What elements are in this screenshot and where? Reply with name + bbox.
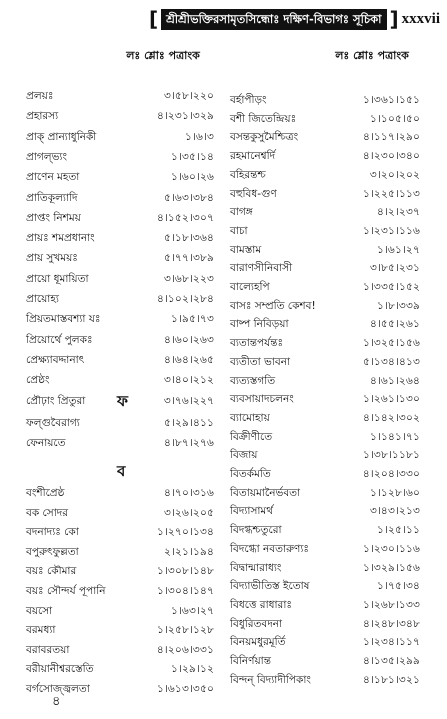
entry-term: ব্যবসায়াদচলনং xyxy=(230,393,294,406)
index-entry xyxy=(230,129,420,146)
entry-reference: ১।৮।৩৩৯ xyxy=(376,299,420,312)
entry-reference: ১।৯৫।৭৩ xyxy=(170,313,214,326)
header-page-label: xxxvii xyxy=(401,10,440,27)
entry-term: বাসঃ সম্প্রতি কেশব! xyxy=(230,299,316,312)
index-entry xyxy=(26,524,214,541)
index-entry xyxy=(26,642,214,659)
entry-term: বিদ্বান্মারাধ্যং xyxy=(230,561,282,574)
entry-reference: ৫।৭৭।৩৮৯ xyxy=(163,252,214,265)
index-entry xyxy=(26,88,214,105)
entry-reference: ৫।২৯।৪১১ xyxy=(163,417,214,429)
index-entry xyxy=(230,111,420,128)
entry-term: বাল্যেহপি xyxy=(230,281,270,293)
entry-reference: ১।৬১।২৭ xyxy=(376,243,420,256)
index-entry xyxy=(230,672,420,689)
index-entry xyxy=(26,372,214,389)
index-entry xyxy=(26,210,214,227)
entry-term: বাচা xyxy=(230,224,248,237)
entry-reference: ১।২৩১।১১৬ xyxy=(362,224,420,237)
entry-reference: ৩।৬৮।২২৩ xyxy=(163,272,214,285)
entry-term: প্রৌঢ়াং প্রিতুরা xyxy=(26,394,86,407)
entry-term: প্রাক্ প্রান্যাধুনিকী xyxy=(26,130,97,143)
entry-term: বিদ্যাসামর্থ xyxy=(230,505,274,518)
index-entry xyxy=(230,522,420,539)
entry-term: ব্যতীতা ভাবনা xyxy=(230,355,291,368)
entry-reference: ১।২৬৮।১৩৩ xyxy=(362,598,420,611)
index-entry xyxy=(26,563,214,580)
index-entry xyxy=(230,204,420,221)
entry-term: প্রাতিকূল্যাদি xyxy=(26,191,78,204)
entry-reference: ৩।৮৫।২৩১ xyxy=(369,262,420,275)
entry-term: বর্গসোজ্জ্বলতা xyxy=(26,683,90,695)
index-entry xyxy=(26,190,214,207)
index-entry xyxy=(230,541,420,558)
entry-term: প্রায়ো ধূমায়িতা xyxy=(26,272,89,285)
index-entry xyxy=(230,335,420,352)
header-title: শ্রীশ্রীভক্তিরসামৃতসিন্ধোঃ দক্ষিণ-বিভাগঃ সূচিকা xyxy=(161,9,386,30)
entry-term: বিনয়মধুরমূর্তি xyxy=(230,636,286,649)
entry-reference: ১।২৫।১১ xyxy=(377,524,420,537)
index-entry xyxy=(26,108,214,125)
entry-term: প্রাগল্ভ্যং xyxy=(26,150,67,163)
entry-reference: ৪।৭০।৩১৬ xyxy=(163,487,214,499)
index-entry xyxy=(26,129,214,146)
index-entry xyxy=(230,447,420,464)
entry-term: বপুরুৎফুল্লতা xyxy=(26,545,79,558)
header-bracket-close: ] xyxy=(389,7,399,31)
entry-term: বিদগ্ধশ্চতুরো xyxy=(230,524,282,537)
index-entry xyxy=(26,271,214,288)
entry-term: বিনির্ণয়ান্ত xyxy=(230,655,271,667)
index-entry xyxy=(26,661,214,678)
entry-reference: ৪।২৩০।৩৪০ xyxy=(362,150,420,163)
entry-reference: ৪।২৩১।৩২৯ xyxy=(156,110,214,123)
entry-term: ফল্গুবৈরাগ্য xyxy=(26,417,80,429)
index-entry xyxy=(26,505,214,522)
index-entry xyxy=(230,429,420,446)
index-entry xyxy=(230,597,420,614)
entry-term: প্রায় সুখময়ঃ xyxy=(26,252,78,265)
entry-reference: ১।৬১৩।৩৫০ xyxy=(156,683,214,695)
entry-term: বয়সো xyxy=(26,604,53,617)
entry-term: বরীয়ানীশ্বরস্তেতি xyxy=(26,663,94,676)
index-entry xyxy=(230,316,420,333)
entry-reference: ৪।৮৭।২৭৬ xyxy=(163,437,214,449)
entry-reference: ৩।২৬।২০৫ xyxy=(163,506,214,519)
entry-reference: ৫।১৮।৩৬৪ xyxy=(163,232,214,245)
index-entry xyxy=(230,466,420,483)
index-entry xyxy=(26,149,214,166)
entry-term: বয়ঃ কৌমার xyxy=(26,565,77,578)
entry-reference: ১।২৫৮।১২৮ xyxy=(156,624,214,637)
entry-reference: ১।১৪১।৭১ xyxy=(369,430,420,443)
entry-reference: ৪।৫৫।২৬১ xyxy=(369,318,420,331)
index-entry xyxy=(230,242,420,259)
index-entry xyxy=(230,298,420,315)
entry-reference: ৪।৬০।২৬৩ xyxy=(163,333,214,346)
entry-reference: ১।৩৬১।১৫১ xyxy=(362,94,420,106)
entry-reference: ৪।২০৬।৩৩১ xyxy=(156,643,214,656)
entry-reference: ৫।৬৩।৩৮৪ xyxy=(163,191,214,204)
index-entry xyxy=(230,167,420,184)
entry-term: বরমধ্যা xyxy=(26,624,56,637)
entry-reference: ১।২৬১।১৩০ xyxy=(362,393,420,406)
entry-reference: ৪।৬১।২৬৪ xyxy=(369,374,420,387)
entry-term: বাষ্প নিবিড়য়া xyxy=(230,318,289,331)
index-entry xyxy=(26,352,214,369)
entry-reference: ৪।১৫২।৩০৭ xyxy=(156,211,214,224)
index-entry xyxy=(230,260,420,277)
index-entry xyxy=(230,148,420,165)
entry-term: বয়ঃ সৌন্দর্য পূপানি xyxy=(26,585,106,597)
entry-reference: ১।২৯।১২ xyxy=(170,663,214,676)
index-entry xyxy=(230,354,420,371)
entry-term: বিদগ্ধো নবতারুণ্যঃ xyxy=(230,542,310,555)
entry-reference: ১।৩৮।১১৮১ xyxy=(362,449,420,462)
index-entry xyxy=(230,503,420,520)
entry-term: প্রিয়তমাস্তবশ্যা যঃ xyxy=(26,313,101,326)
entry-term: বশী জিতেন্দ্রিয়ঃ xyxy=(230,112,297,125)
entry-reference: ৪।১০২।২৮৪ xyxy=(156,293,214,305)
entry-term: বিদ্যাভীতিস্ত ইতোষ xyxy=(230,580,310,593)
entry-term: বদনাদ্যঃ কো xyxy=(26,526,79,539)
entry-reference: ১।৩০৮।১৪৮ xyxy=(156,565,214,578)
entry-reference: ১।৬৩।২৭ xyxy=(170,604,214,617)
entry-reference: ২।২১।১৯৪ xyxy=(163,545,214,558)
entry-term: বংশীপ্রেষ্ঠ xyxy=(26,487,65,499)
entry-term: বহিরন্তশ্চ xyxy=(230,168,266,181)
page-header xyxy=(88,6,440,32)
index-entry xyxy=(26,544,214,561)
entry-term: বহুবিধ-গুণ xyxy=(230,187,277,200)
index-entry xyxy=(230,560,420,577)
index-entry xyxy=(26,332,214,349)
index-entry xyxy=(230,373,420,390)
entry-reference: ৪।১১৭।২৯০ xyxy=(362,131,420,144)
entry-reference: ১।১২৮।৬০ xyxy=(369,486,420,499)
entry-reference: ৪।৬৪।২৬৫ xyxy=(163,353,214,366)
index-entry xyxy=(230,279,420,296)
index-entry xyxy=(26,250,214,267)
index-entry xyxy=(26,415,214,432)
entry-term: প্রাপ্তং নিশময় xyxy=(26,211,81,224)
right-column-header: লঃ শ্লোঃ পত্রাংক xyxy=(335,49,409,62)
entry-reference: ৪।১৩৫।২৯৯ xyxy=(362,655,420,667)
entry-reference: ৩।৭৬।২২৭ xyxy=(163,394,214,407)
entry-reference: ১।২৭০।১৩৪ xyxy=(156,526,214,539)
index-entry xyxy=(230,391,420,408)
index-entry xyxy=(26,291,214,308)
section-heading-pha: ফ xyxy=(117,392,128,410)
entry-reference: ৪।১৮১।৩২১ xyxy=(362,673,420,686)
entry-reference: ৪।২০৪।৩৩০ xyxy=(362,468,420,480)
left-column-header: লঃ শ্লোঃ পত্রাংক xyxy=(126,49,200,62)
entry-term: প্রলয়ঃ xyxy=(26,90,54,102)
index-entry xyxy=(230,410,420,427)
entry-term: বিধুরিতবদনা xyxy=(230,617,283,630)
section-heading-ba: ব xyxy=(117,462,126,480)
index-entry xyxy=(26,435,214,452)
entry-reference: ১।৩২৯।১৫৬ xyxy=(362,561,420,574)
index-entry xyxy=(26,485,214,502)
entry-reference: ১।২২৫।১১৩ xyxy=(362,187,420,200)
entry-term: প্রিয়োর্থে পুলকঃ xyxy=(26,333,93,346)
entry-reference: ৪।২।২৩৭ xyxy=(376,206,420,219)
entry-reference: ১।৩০৪।১৪৭ xyxy=(156,585,214,597)
index-entry xyxy=(230,578,420,595)
header-bracket-open: [ xyxy=(148,7,159,31)
entry-term: বিধত্তে রাধারাঃ xyxy=(230,598,292,611)
index-entry xyxy=(26,603,214,620)
entry-reference: ৫।১৩৪।৪১৩ xyxy=(362,355,420,368)
entry-term: প্রায়ঃ শমপ্রধানাং xyxy=(26,232,95,245)
entry-term: প্রায়োহ্য xyxy=(26,293,59,305)
entry-reference: ৩।৪৩।২১৩ xyxy=(369,505,420,518)
entry-term: বারাণসীনিবাসী xyxy=(230,262,293,275)
entry-term: বিজায় xyxy=(230,449,258,462)
index-entry xyxy=(26,583,214,600)
entry-term: ব্যত্যস্তগতি xyxy=(230,374,276,387)
entry-term: প্রহারস্য xyxy=(26,110,59,123)
entry-term: বক সোদর xyxy=(26,506,69,519)
entry-term: ব্যামোহায় xyxy=(230,411,270,424)
index-entry xyxy=(230,634,420,651)
entry-term: প্রেক্ষ্যাবদ্দানাৎ xyxy=(26,353,85,366)
index-entry xyxy=(230,92,420,109)
index-entry xyxy=(230,485,420,502)
entry-reference: ১।৬।৩ xyxy=(185,130,214,143)
entry-term: বর্হাপীড়ং xyxy=(230,94,267,106)
index-entry xyxy=(26,230,214,247)
entry-term: প্রেষ্ঠং xyxy=(26,374,50,387)
entry-term: বাগঙ্গ xyxy=(230,206,253,219)
entry-reference: ১।৩৩৫।১৫২ xyxy=(362,281,420,293)
entry-reference: ৩।৫৮।২২০ xyxy=(163,90,214,102)
index-entry xyxy=(230,186,420,203)
entry-term: প্রাণেন মহতা xyxy=(26,171,80,184)
page-number: ৪ xyxy=(52,694,61,709)
entry-reference: ১।১০৫।৫০ xyxy=(369,112,420,125)
index-entry xyxy=(230,223,420,240)
index-entry xyxy=(26,622,214,639)
entry-reference: ১।২৩৪।১১৭ xyxy=(362,636,420,649)
index-entry xyxy=(230,653,420,670)
entry-term: বিতর্কমতি xyxy=(230,468,271,480)
entry-term: বসন্তকুসুমৈশ্চিত্রং xyxy=(230,131,299,144)
entry-reference: ১।২৩০।১১৬ xyxy=(362,542,420,555)
index-entry xyxy=(230,616,420,633)
entry-reference: ১।৩৫।১৪ xyxy=(171,150,214,163)
entry-term: রহমানেশ্বর্দি xyxy=(230,150,276,163)
entry-term: বিক্রীণীতে xyxy=(230,430,273,443)
entry-reference: ৪।২৪৮।৩৪৮ xyxy=(362,617,420,630)
entry-term: ব্যতান্তপর্যন্তঃ xyxy=(230,337,284,350)
entry-reference: ৪।১৪২।৩০২ xyxy=(362,411,420,424)
entry-reference: ৩।৪০।২১২ xyxy=(163,374,214,387)
entry-term: ফেনায়তে xyxy=(26,437,66,449)
entry-reference: ৩।২০।২০২ xyxy=(369,168,420,181)
entry-term: বামস্তাম xyxy=(230,243,262,256)
entry-reference: ১।৬০।২৬ xyxy=(170,171,214,184)
entry-term: বিন্দন্ বিদ্যাদীপিকাং xyxy=(230,673,311,686)
entry-reference: ১।৭৫।৩৪ xyxy=(376,580,420,593)
index-entry xyxy=(26,169,214,186)
entry-term: বিতায়মানৈর্ভবতা xyxy=(230,486,301,499)
index-entry xyxy=(26,311,214,328)
entry-term: বরাবরতয়া xyxy=(26,643,70,656)
entry-reference: ১।৩২৫।১৫৬ xyxy=(362,337,420,350)
